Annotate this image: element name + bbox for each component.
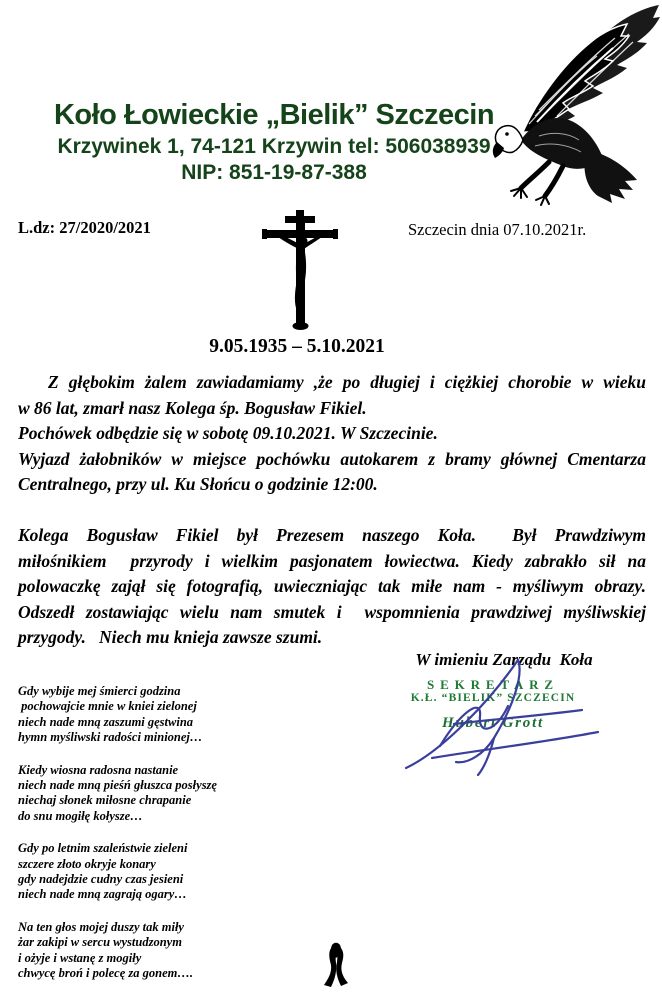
- poem-line: Gdy po letnim szaleństwie zieleni: [18, 841, 188, 856]
- announcement-line: Z głębokim żalem zawiadamiamy ,że po długiej i ciężkiej chorobie w wieku: [48, 372, 646, 392]
- place-and-date: Szczecin dnia 07.10.2021r.: [408, 220, 587, 239]
- club-header: [0, 98, 548, 186]
- poem-line: chwycę broń i polecę za gonem….: [18, 966, 193, 981]
- poem-line: niechaj słonek miłosne chrapanie: [18, 793, 192, 808]
- tribute-line: polowaczkę zajął się fotografią, uwieczniając tak miłe nam - myśliwym obrazy.: [18, 576, 646, 597]
- stamp-role: SEKRETARZ: [427, 677, 559, 692]
- announcement-line: Pochówek odbędzie się w sobotę 09.10.2021. W Szczecinie.: [18, 423, 438, 444]
- poem-line: niech nade mną pieśń głuszca posłyszę: [18, 778, 217, 793]
- poem-line: pochowajcie mnie w kniei zielonej: [18, 699, 197, 714]
- poem-stanza: [18, 920, 288, 982]
- tribute-line: Kolega Bogusław Fikiel był Prezesem naszego Koła. Był Prawdziwym: [18, 525, 646, 545]
- poem-line: hymn myśliwski radości minionej…: [18, 730, 203, 745]
- reference-number: L.dz: 27/2020/2021: [18, 218, 151, 237]
- poem-line: żar zakipi w sercu wystudzonym: [18, 935, 182, 950]
- poem-stanza: [18, 841, 288, 903]
- announcement-line: Centralnego, przy ul. Ku Słońcu o godzinie 12:00.: [18, 474, 378, 495]
- club-nip: NIP: 851-19-87-388: [181, 161, 367, 184]
- poem-line: Gdy wybije mej śmierci godzina: [18, 684, 181, 698]
- eagle-engraving-icon: [477, 4, 662, 211]
- announcement-line: Wyjazd żałobników w miejsce pochówku autokarem z bramy głównej Cmentarza: [18, 448, 646, 469]
- handwritten-signature: [396, 654, 608, 781]
- crucifix-icon: [262, 210, 338, 337]
- announcement-line: w 86 lat, zmarł nasz Kolega śp. Bogusław Fikiel.: [18, 397, 367, 418]
- club-name: Koło Łowieckie „Bielik” Szczecin: [53, 99, 495, 131]
- poem-line: i ożyje i wstanę z mogiły: [18, 950, 142, 965]
- stamp-secretary-name: Hubert Grott: [441, 715, 545, 731]
- mourning-ribbon-icon: [317, 941, 355, 992]
- poem-line: gdy nadejdzie cudny czas jesieni: [18, 872, 184, 887]
- hunters-poem: [18, 684, 288, 996]
- poem-line: niech nade mną zaszumi gęstwina: [18, 714, 194, 729]
- poem-line: Na ten głos mojej duszy tak miły: [18, 919, 184, 934]
- tribute-paragraph: [18, 523, 646, 651]
- tribute-line: przygody. Niech mu knieja zawsze szumi.: [18, 627, 323, 648]
- poem-line: szczere złoto okryje konary: [18, 856, 156, 871]
- club-address: Krzywinek 1, 74-121 Krzywin tel: 506038939: [57, 135, 491, 158]
- poem-line: Kiedy wiosna radosna nastanie: [18, 762, 179, 777]
- poem-stanza: [18, 684, 288, 746]
- announcement-paragraph: [18, 370, 646, 498]
- poem-line: niech nade mną zagrają ogary…: [18, 887, 187, 902]
- poem-line: do snu mogiłę kołysze…: [18, 808, 143, 823]
- tribute-line: miłośnikiem przyrody i wielkim pasjonatem łowiectwa. Kiedy zabrakło sił na: [18, 550, 646, 571]
- stamp-organization: K.Ł. “BIELIK” SZCZECIN: [410, 692, 576, 704]
- on-behalf-of-board-label: W imieniu Zarządu Koła: [415, 650, 593, 669]
- life-dates: 9.05.1935 – 5.10.2021: [209, 336, 385, 357]
- poem-stanza: [18, 763, 288, 825]
- tribute-line: Odszedł zostawiając wielu nam smutek i wspomnienia prawdziwej myśliwskiej: [18, 601, 646, 622]
